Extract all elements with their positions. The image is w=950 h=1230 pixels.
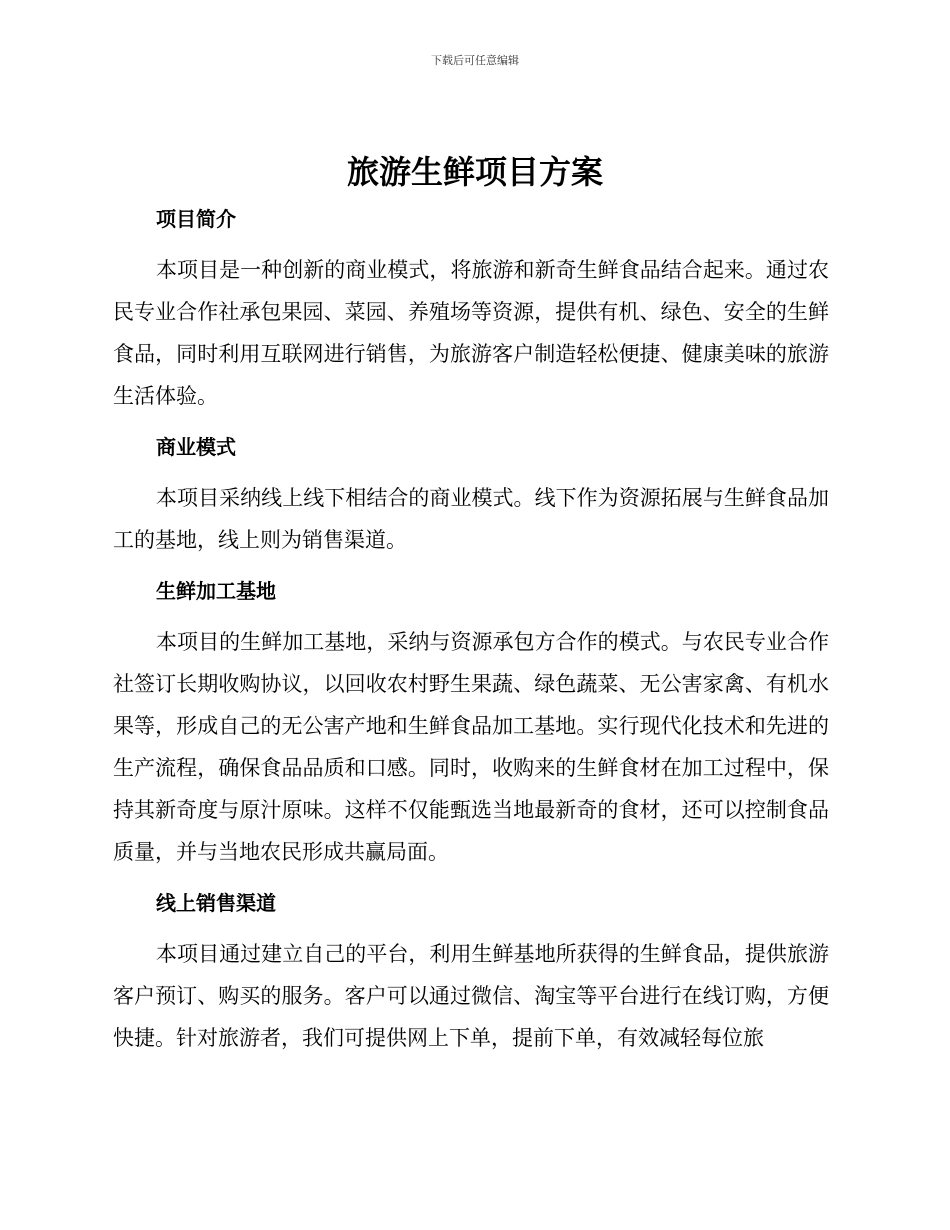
section-body-business-model: 本项目采纳线上线下相结合的商业模式。线下作为资源拓展与生鲜食品加工的基地，线上则为销售渠道。 [113,486,829,552]
section-body-online-sales: 本项目通过建立自己的平台，利用生鲜基地所获得的生鲜食品，提供旅游客户预订、购买的服务。客户可以通过微信、淘宝等平台进行在线订购，方便快捷。针对旅游者，我们可提供网上下单，提前下单，有效减轻每位旅 [113,942,829,1050]
header-note: 下载后可任意编辑 [431,54,519,67]
section-body-processing-base: 本项目的生鲜加工基地，采纳与资源承包方合作的模式。与农民专业合作社签订长期收购协议，以回收农村野生果蔬、绿色蔬菜、无公害家禽、有机水果等，形成自己的无公害产地和生鲜食品加工基地。实行现代化技术和先进的生产流程，确保食品品质和口感。同时，收购来的生鲜食材在加工过程中，保持其新奇度与原汁原味。这样不仅能甄选当地最新奇的食材，还可以控制食品质量，并与当地农民形成共赢局面。 [113,630,829,864]
section-heading-online-sales: 线上销售渠道 [156,891,276,915]
section-heading-processing-base: 生鲜加工基地 [156,579,276,603]
document-body [113,197,829,1059]
document-title: 旅游生鲜项目方案 [346,153,603,191]
section-body-intro: 本项目是一种创新的商业模式，将旅游和新奇生鲜食品结合起来。通过农民专业合作社承包果园、菜园、养殖场等资源，提供有机、绿色、安全的生鲜食品，同时利用互联网进行销售，为旅游客户制造轻松便捷、健康美味的旅游生活体验。 [113,258,829,408]
section-heading-business-model: 商业模式 [156,435,236,459]
section-heading-intro: 项目简介 [156,207,236,231]
